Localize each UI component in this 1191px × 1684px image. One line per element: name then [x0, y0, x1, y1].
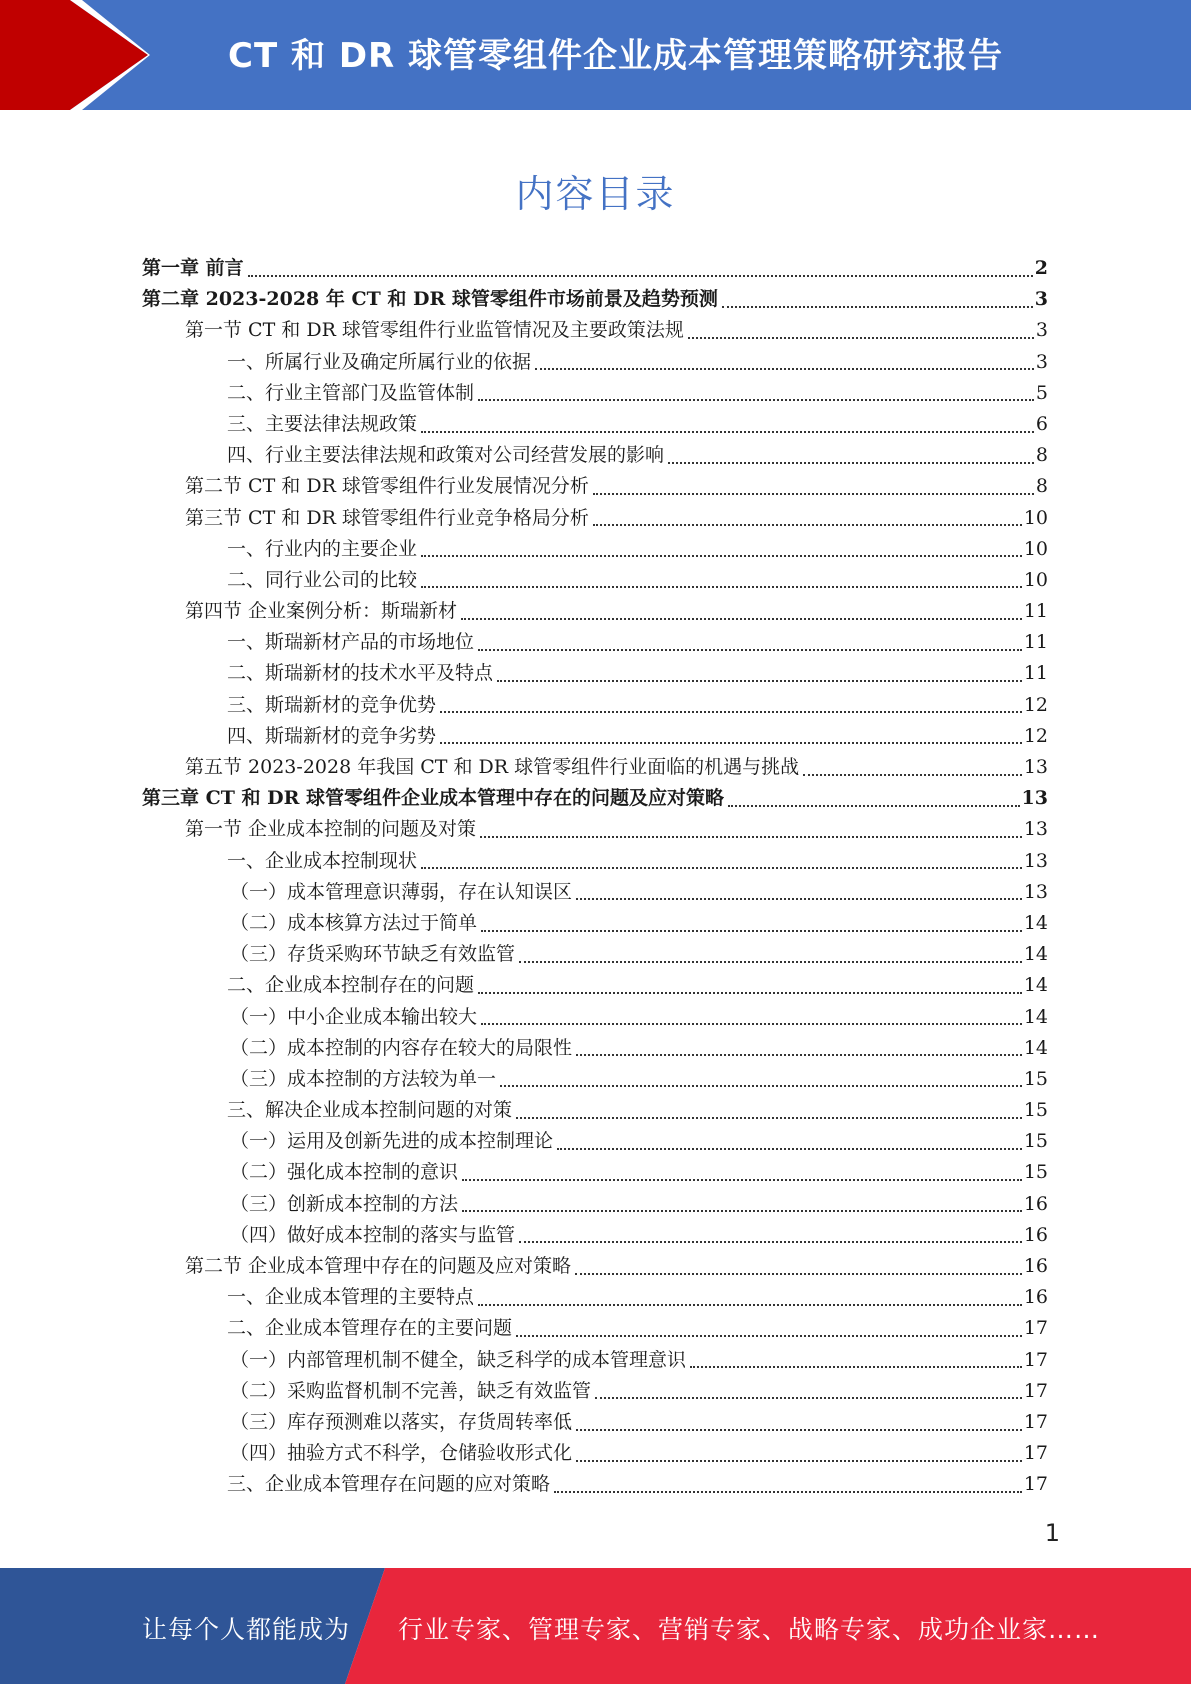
toc-entry-text: （二）采购监督机制不完善，缺乏有效监管: [230, 1379, 592, 1402]
toc-entry-text: （二）成本控制的内容存在较大的局限性: [230, 1036, 573, 1059]
toc-entry[interactable]: [142, 596, 1048, 627]
toc-entry-page: 11: [1023, 631, 1048, 654]
toc-entry[interactable]: [142, 1189, 1048, 1220]
toc-entry[interactable]: [142, 1438, 1048, 1469]
toc-entry-text: 第四节 企业案例分析：斯瑞新材: [185, 600, 458, 623]
toc-leader-dots: [690, 1366, 1022, 1368]
toc-entry-text: （一）成本管理意识薄弱，存在认知误区: [230, 880, 573, 903]
toc-entry-page: 8: [1035, 475, 1048, 498]
toc-leader-dots: [519, 1241, 1022, 1243]
toc-leader-dots: [480, 836, 1022, 838]
toc-leader-dots: [516, 1335, 1022, 1337]
toc-entry-text: 第二章 2023-2028 年 CT 和 DR 球管零组件市场前景及趋势预测: [142, 288, 718, 311]
toc-leader-dots: [478, 1304, 1022, 1306]
toc-entry-text: 第二节 CT 和 DR 球管零组件行业发展情况分析: [185, 475, 589, 498]
toc-entry-text: 一、斯瑞新材产品的市场地位: [227, 631, 475, 654]
toc-entry[interactable]: [142, 970, 1048, 1001]
toc-leader-dots: [462, 1210, 1022, 1212]
toc-entry-page: 3: [1035, 350, 1048, 373]
toc-entry[interactable]: [142, 846, 1048, 877]
toc-entry-page: 17: [1023, 1317, 1048, 1340]
toc-entry-text: 四、斯瑞新材的竞争劣势: [227, 724, 437, 747]
toc-entry[interactable]: [142, 1282, 1048, 1313]
toc-entry-text: 第一节 企业成本控制的问题及对策: [185, 818, 477, 841]
toc-entry-page: 16: [1023, 1192, 1048, 1215]
toc-entry-text: 第一节 CT 和 DR 球管零组件行业监管情况及主要政策法规: [185, 319, 684, 342]
toc-leader-dots: [481, 930, 1022, 932]
toc-leader-dots: [516, 1117, 1022, 1119]
toc-entry[interactable]: [142, 783, 1048, 814]
toc-entry[interactable]: [142, 409, 1048, 440]
toc-entry-page: 17: [1023, 1473, 1048, 1496]
toc-leader-dots: [575, 1273, 1022, 1275]
toc-entry-text: 二、同行业公司的比较: [227, 568, 418, 591]
toc-leader-dots: [668, 462, 1034, 464]
footer-banner: [0, 1568, 1191, 1684]
toc-leader-dots: [481, 1023, 1022, 1025]
toc-entry-text: 一、行业内的主要企业: [227, 537, 418, 560]
toc-leader-dots: [500, 1085, 1022, 1087]
toc-entry[interactable]: [142, 1376, 1048, 1407]
toc-leader-dots: [535, 368, 1034, 370]
toc-leader-dots: [421, 867, 1022, 869]
header-banner: [0, 0, 1191, 110]
toc-entry-page: 13: [1023, 756, 1048, 778]
toc-entry-text: 第三节 CT 和 DR 球管零组件行业竞争格局分析: [185, 506, 589, 529]
toc-entry[interactable]: [142, 1407, 1048, 1438]
toc-entry-text: 一、企业成本控制现状: [227, 849, 418, 872]
toc-leader-dots: [593, 524, 1022, 526]
toc-entry-page: 3: [1035, 319, 1048, 342]
toc-entry-page: 13: [1021, 787, 1048, 810]
toc-entry[interactable]: [142, 658, 1048, 689]
toc-entry-text: （一）内部管理机制不健全，缺乏科学的成本管理意识: [230, 1348, 687, 1371]
toc-leader-dots: [593, 493, 1034, 495]
toc-leader-dots: [440, 742, 1022, 744]
toc-entry-page: 8: [1035, 444, 1048, 467]
toc-entry[interactable]: [142, 503, 1048, 534]
toc-entry[interactable]: [142, 315, 1048, 346]
toc-entry-text: （四）做好成本控制的落实与监管: [230, 1223, 516, 1246]
toc-entry-text: （三）创新成本控制的方法: [230, 1192, 459, 1215]
toc-entry-page: 16: [1023, 1286, 1048, 1309]
toc-entry[interactable]: [142, 690, 1048, 721]
toc-entry-page: 16: [1023, 1255, 1048, 1277]
toc-leader-dots: [478, 649, 1022, 651]
toc-entry-page: 6: [1035, 412, 1048, 435]
toc-entry[interactable]: [142, 1033, 1048, 1064]
footer-slogan-left: 让每个人都能成为: [142, 1615, 351, 1644]
toc-entry[interactable]: [142, 1064, 1048, 1095]
toc-leader-dots: [557, 1148, 1022, 1150]
toc-entry-page: 14: [1023, 943, 1048, 966]
toc-leader-dots: [478, 992, 1022, 994]
toc-leader-dots: [248, 275, 1033, 277]
toc-entry-text: 四、行业主要法律法规和政策对公司经营发展的影响: [227, 444, 665, 467]
toc-entry-page: 15: [1023, 1161, 1048, 1184]
toc-entry[interactable]: [142, 721, 1048, 752]
toc-leader-dots: [803, 774, 1022, 776]
toc-entry[interactable]: [142, 1126, 1048, 1157]
toc-entry-text: 第一章 前言: [142, 257, 244, 279]
table-of-contents: [142, 253, 1048, 1501]
toc-entry-page: 17: [1023, 1442, 1048, 1465]
report-title: CT 和 DR 球管零组件企业成本管理策略研究报告: [228, 36, 1004, 76]
toc-entry-page: 14: [1023, 974, 1048, 997]
toc-entry-text: （二）成本核算方法过于简单: [230, 911, 478, 934]
toc-entry-page: 17: [1023, 1379, 1048, 1402]
toc-entry[interactable]: [142, 284, 1048, 315]
toc-entry[interactable]: [142, 1469, 1048, 1500]
toc-entry-page: 17: [1023, 1348, 1048, 1371]
toc-entry-text: 二、行业主管部门及监管体制: [227, 381, 475, 404]
toc-entry-page: 11: [1023, 662, 1048, 685]
toc-entry-text: 第五节 2023-2028 年我国 CT 和 DR 球管零组件行业面临的机遇与挑战: [185, 756, 800, 778]
toc-entry-text: 第三章 CT 和 DR 球管零组件企业成本管理中存在的问题及应对策略: [142, 787, 724, 810]
toc-entry-page: 15: [1023, 1099, 1048, 1122]
toc-entry[interactable]: [142, 253, 1048, 284]
toc-entry[interactable]: [142, 877, 1048, 908]
toc-entry-text: （四）抽验方式不科学，仓储验收形式化: [230, 1442, 573, 1465]
chevron-arrow-icon: [0, 0, 160, 110]
toc-entry-text: （一）运用及创新先进的成本控制理论: [230, 1130, 554, 1153]
toc-leader-dots: [554, 1491, 1022, 1493]
toc-entry-page: 2: [1034, 257, 1048, 279]
toc-entry[interactable]: [142, 1220, 1048, 1251]
toc-leader-dots: [461, 618, 1022, 620]
toc-entry-text: 三、斯瑞新材的竞争优势: [227, 693, 437, 716]
toc-entry[interactable]: [142, 752, 1048, 783]
toc-leader-dots: [478, 399, 1034, 401]
toc-leader-dots: [462, 1179, 1022, 1181]
toc-leader-dots: [722, 306, 1033, 308]
toc-entry-page: 15: [1023, 1067, 1048, 1090]
toc-entry-text: 三、主要法律法规政策: [227, 412, 418, 435]
toc-entry-text: 二、企业成本管理存在的主要问题: [227, 1317, 513, 1340]
toc-leader-dots: [576, 1054, 1022, 1056]
toc-entry[interactable]: [142, 1002, 1048, 1033]
toc-entry[interactable]: [142, 440, 1048, 471]
toc-entry-page: 17: [1023, 1410, 1048, 1433]
toc-entry-text: （三）成本控制的方法较为单一: [230, 1067, 497, 1090]
toc-entry[interactable]: [142, 534, 1048, 565]
toc-entry[interactable]: [142, 565, 1048, 596]
toc-entry-page: 13: [1023, 818, 1048, 841]
toc-entry-page: 12: [1023, 724, 1048, 747]
toc-leader-dots: [576, 898, 1022, 900]
toc-entry[interactable]: [142, 908, 1048, 939]
toc-entry-text: （三）库存预测难以落实，存货周转率低: [230, 1410, 573, 1433]
toc-entry-page: 5: [1035, 381, 1048, 404]
toc-entry-text: 一、企业成本管理的主要特点: [227, 1286, 475, 1309]
page-number: 1: [1044, 1519, 1060, 1547]
toc-entry[interactable]: [142, 814, 1048, 845]
toc-entry[interactable]: [142, 1313, 1048, 1344]
toc-entry-text: 二、斯瑞新材的技术水平及特点: [227, 662, 494, 685]
toc-leader-dots: [421, 586, 1022, 588]
toc-entry[interactable]: [142, 1251, 1048, 1282]
toc-entry-text: 三、解决企业成本控制问题的对策: [227, 1099, 513, 1122]
toc-entry-page: 3: [1034, 288, 1048, 311]
toc-entry-page: 10: [1023, 568, 1048, 591]
toc-entry-page: 14: [1023, 1036, 1048, 1059]
toc-entry[interactable]: [142, 627, 1048, 658]
toc-entry[interactable]: [142, 1345, 1048, 1376]
toc-entry-text: 一、所属行业及确定所属行业的依据: [227, 350, 532, 373]
toc-entry-text: （一）中小企业成本输出较大: [230, 1005, 478, 1028]
toc-leader-dots: [421, 431, 1034, 433]
toc-entry-text: 三、企业成本管理存在问题的应对策略: [227, 1473, 551, 1496]
toc-leader-dots: [421, 555, 1022, 557]
toc-entry-text: （三）存货采购环节缺乏有效监管: [230, 943, 516, 966]
toc-entry-text: （二）强化成本控制的意识: [230, 1161, 459, 1184]
toc-entry-page: 11: [1023, 600, 1048, 623]
toc-entry-text: 第二节 企业成本管理中存在的问题及应对策略: [185, 1255, 572, 1277]
toc-entry[interactable]: [142, 939, 1048, 970]
toc-leader-dots: [519, 961, 1022, 963]
toc-leader-dots: [595, 1397, 1022, 1399]
toc-leader-dots: [688, 337, 1034, 339]
toc-leader-dots: [440, 711, 1022, 713]
toc-entry-page: 13: [1023, 849, 1048, 872]
toc-entry-text: 二、企业成本控制存在的问题: [227, 974, 475, 997]
toc-title: 内容目录: [515, 172, 676, 216]
toc-entry-page: 14: [1023, 911, 1048, 934]
footer-slogan-right: 行业专家、管理专家、营销专家、战略专家、成功企业家……: [398, 1615, 1101, 1644]
toc-leader-dots: [576, 1460, 1022, 1462]
toc-leader-dots: [497, 680, 1022, 682]
toc-entry-page: 14: [1023, 1005, 1048, 1028]
toc-entry[interactable]: [142, 471, 1048, 502]
toc-entry-page: 12: [1023, 693, 1048, 716]
toc-entry[interactable]: [142, 1157, 1048, 1188]
toc-entry-page: 10: [1023, 537, 1048, 560]
toc-entry[interactable]: [142, 1095, 1048, 1126]
toc-entry-page: 16: [1023, 1223, 1048, 1246]
toc-entry[interactable]: [142, 378, 1048, 409]
toc-leader-dots: [576, 1429, 1022, 1431]
toc-entry-page: 13: [1023, 880, 1048, 903]
toc-entry-page: 15: [1023, 1130, 1048, 1153]
toc-leader-dots: [728, 805, 1020, 807]
toc-entry[interactable]: [142, 347, 1048, 378]
toc-entry-page: 10: [1023, 506, 1048, 529]
